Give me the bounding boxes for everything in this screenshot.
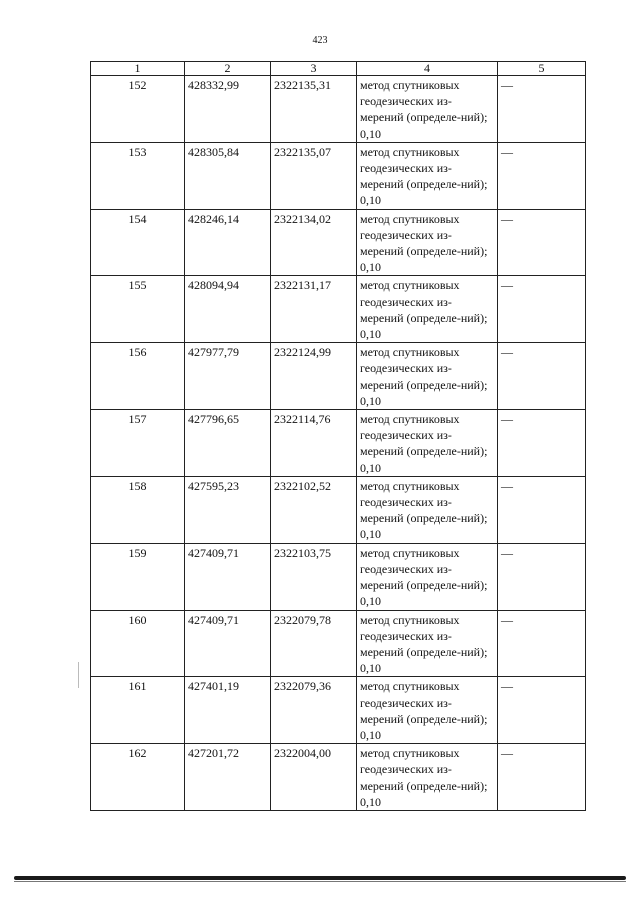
x-coordinate-cell: 428094,94 — [185, 276, 271, 343]
x-coordinate-cell: 427796,65 — [185, 410, 271, 477]
point-number-cell: 161 — [91, 677, 185, 744]
characteristic-cell: — — [498, 610, 586, 677]
table-row — [91, 76, 586, 143]
page-number: 423 — [312, 35, 328, 46]
table-row — [91, 677, 586, 744]
table-body — [91, 76, 586, 811]
column-header-4: 4 — [357, 62, 498, 76]
characteristic-cell: — — [498, 343, 586, 410]
y-coordinate-cell: 2322079,36 — [271, 677, 357, 744]
method-accuracy-cell: метод спутниковых геодезических из-мерений (определе-ний); 0,10 — [357, 343, 498, 410]
characteristic-cell: — — [498, 476, 586, 543]
point-number-cell: 160 — [91, 610, 185, 677]
y-coordinate-cell: 2322134,02 — [271, 209, 357, 276]
method-accuracy-cell: метод спутниковых геодезических из-мерений (определе-ний); 0,10 — [357, 744, 498, 811]
x-coordinate-cell: 427409,71 — [185, 610, 271, 677]
characteristic-cell: — — [498, 744, 586, 811]
x-coordinate-cell: 428332,99 — [185, 76, 271, 143]
y-coordinate-cell: 2322103,75 — [271, 543, 357, 610]
table-row — [91, 410, 586, 477]
footer-rule — [14, 876, 626, 880]
point-number-cell: 155 — [91, 276, 185, 343]
characteristic-cell: — — [498, 276, 586, 343]
method-accuracy-cell: метод спутниковых геодезических из-мерений (определе-ний); 0,10 — [357, 276, 498, 343]
characteristic-cell: — — [498, 677, 586, 744]
characteristic-cell: — — [498, 76, 586, 143]
y-coordinate-cell: 2322102,52 — [271, 476, 357, 543]
method-accuracy-cell: метод спутниковых геодезических из-мерений (определе-ний); 0,10 — [357, 476, 498, 543]
table-row — [91, 543, 586, 610]
method-accuracy-cell: метод спутниковых геодезических из-мерений (определе-ний); 0,10 — [357, 209, 498, 276]
x-coordinate-cell: 428305,84 — [185, 142, 271, 209]
x-coordinate-cell: 427409,71 — [185, 543, 271, 610]
table-row — [91, 476, 586, 543]
y-coordinate-cell: 2322114,76 — [271, 410, 357, 477]
table-row — [91, 343, 586, 410]
x-coordinate-cell: 427977,79 — [185, 343, 271, 410]
table-row — [91, 276, 586, 343]
point-number-cell: 153 — [91, 142, 185, 209]
characteristic-cell: — — [498, 410, 586, 477]
coordinates-table — [90, 61, 586, 811]
point-number-cell: 159 — [91, 543, 185, 610]
method-accuracy-cell: метод спутниковых геодезических из-мерений (определе-ний); 0,10 — [357, 76, 498, 143]
x-coordinate-cell: 427201,72 — [185, 744, 271, 811]
point-number-cell: 152 — [91, 76, 185, 143]
y-coordinate-cell: 2322004,00 — [271, 744, 357, 811]
point-number-cell: 154 — [91, 209, 185, 276]
column-header-3: 3 — [271, 62, 357, 76]
point-number-cell: 162 — [91, 744, 185, 811]
x-coordinate-cell: 428246,14 — [185, 209, 271, 276]
table-row — [91, 610, 586, 677]
characteristic-cell: — — [498, 209, 586, 276]
x-coordinate-cell: 427401,19 — [185, 677, 271, 744]
table-row — [91, 209, 586, 276]
characteristic-cell: — — [498, 543, 586, 610]
point-number-cell: 156 — [91, 343, 185, 410]
column-header-2: 2 — [185, 62, 271, 76]
y-coordinate-cell: 2322079,78 — [271, 610, 357, 677]
point-number-cell: 157 — [91, 410, 185, 477]
method-accuracy-cell: метод спутниковых геодезических из-мерений (определе-ний); 0,10 — [357, 677, 498, 744]
column-header-5: 5 — [498, 62, 586, 76]
column-header-1: 1 — [91, 62, 185, 76]
x-coordinate-cell: 427595,23 — [185, 476, 271, 543]
y-coordinate-cell: 2322131,17 — [271, 276, 357, 343]
method-accuracy-cell: метод спутниковых геодезических из-мерений (определе-ний); 0,10 — [357, 142, 498, 209]
method-accuracy-cell: метод спутниковых геодезических из-мерений (определе-ний); 0,10 — [357, 543, 498, 610]
footer-rule-thin — [14, 881, 626, 882]
table-header-row — [91, 62, 586, 76]
table-row — [91, 744, 586, 811]
y-coordinate-cell: 2322124,99 — [271, 343, 357, 410]
point-number-cell: 158 — [91, 476, 185, 543]
method-accuracy-cell: метод спутниковых геодезических из-мерений (определе-ний); 0,10 — [357, 610, 498, 677]
margin-mark — [78, 662, 79, 688]
y-coordinate-cell: 2322135,07 — [271, 142, 357, 209]
characteristic-cell: — — [498, 142, 586, 209]
y-coordinate-cell: 2322135,31 — [271, 76, 357, 143]
method-accuracy-cell: метод спутниковых геодезических из-мерений (определе-ний); 0,10 — [357, 410, 498, 477]
table-row — [91, 142, 586, 209]
